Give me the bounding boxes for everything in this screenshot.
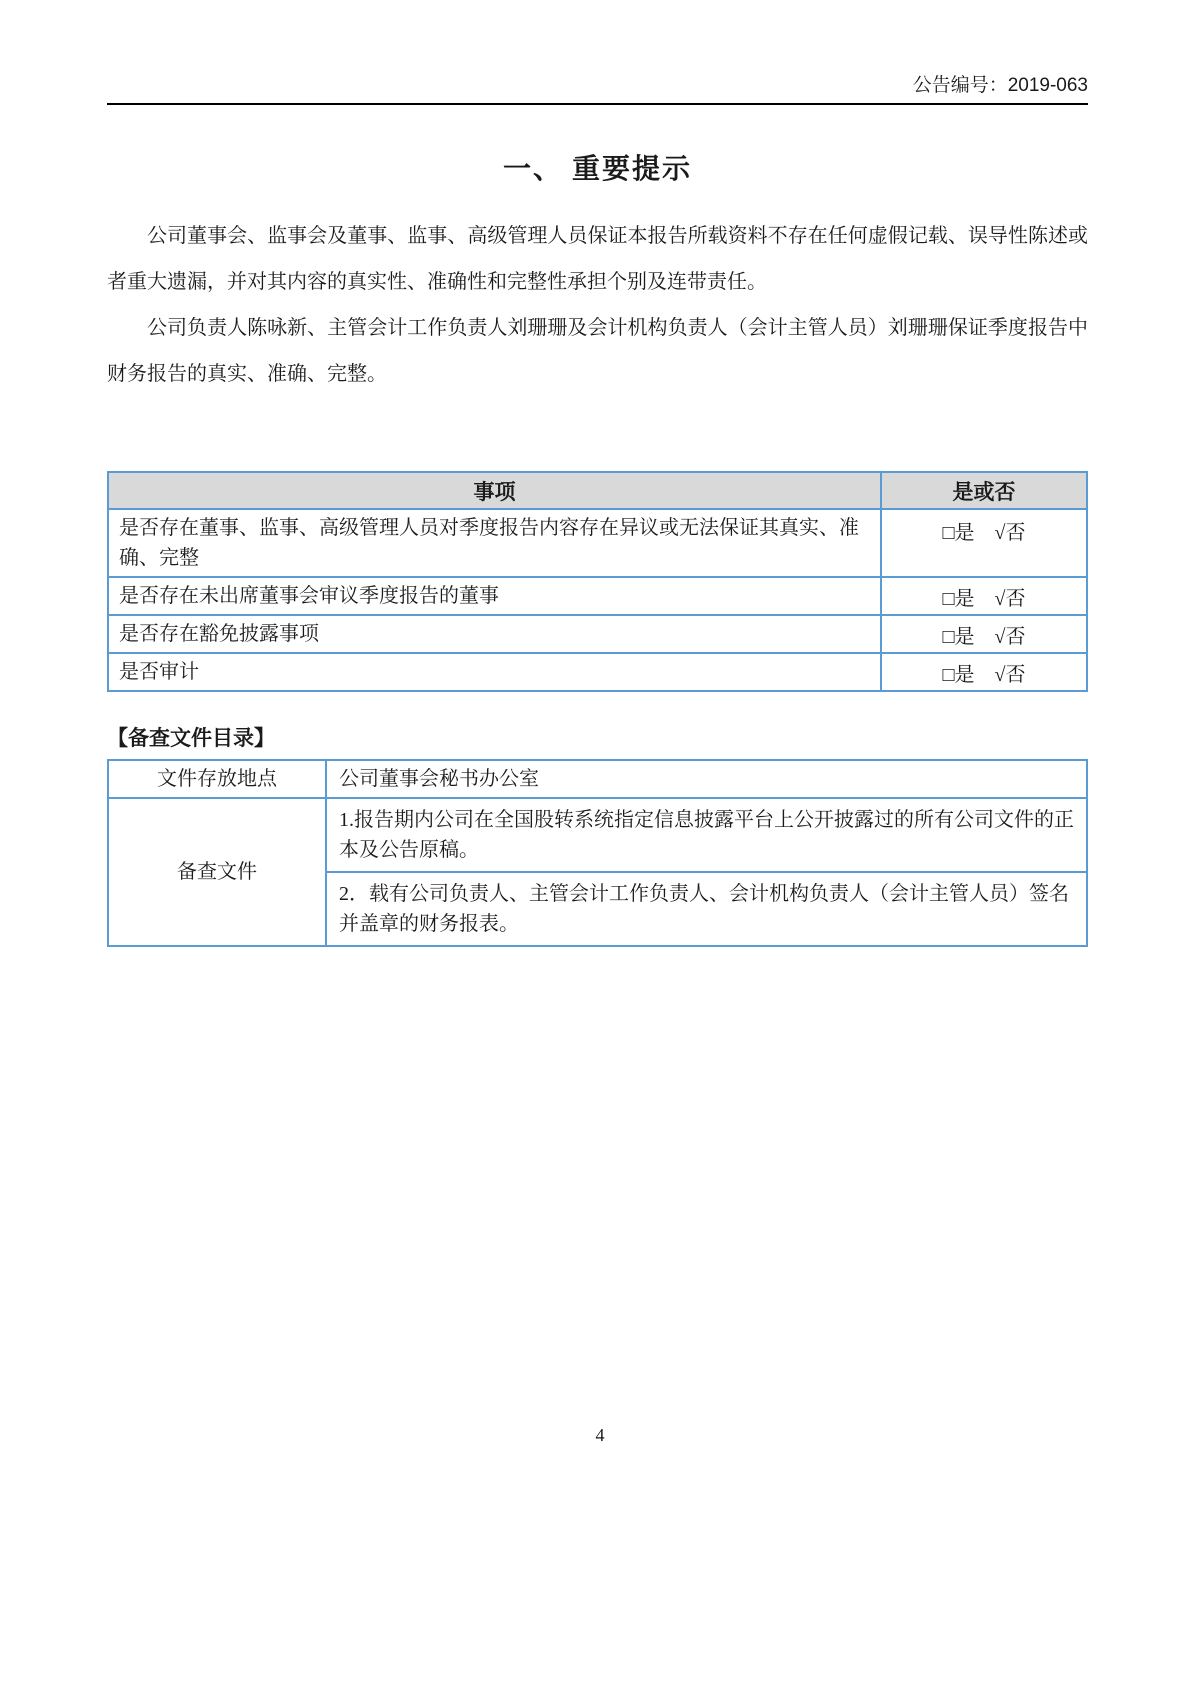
table-row	[108, 509, 1087, 577]
table-row	[108, 615, 1087, 653]
matter-answer	[881, 653, 1087, 691]
announcement-number: 公告编号：2019-063	[912, 75, 1088, 96]
paragraph-responsible-persons: 公司负责人陈咏新、主管会计工作负责人刘珊珊及会计机构负责人（会计主管人员）刘珊珊保证季度报告中财务报告的真实、准确、完整。	[107, 317, 1088, 385]
doc-item-signed-statements: 2．载有公司负责人、主管会计工作负责人、会计机构负责人（会计主管人员）签名并盖章的财务报表。	[326, 872, 1087, 946]
checkmark-no-checked: √否	[994, 522, 1026, 544]
matters-header-row	[108, 472, 1087, 509]
checkbox-yes-unchecked: □是	[942, 663, 975, 686]
paragraph-board-guarantee: 公司董事会、监事会及董事、监事、高级管理人员保证本报告所载资料不存在任何虚假记载、误导性陈述或者重大遗漏，并对其内容的真实性、准确性和完整性承担个别及连带责任。	[107, 225, 1088, 293]
location-label: 文件存放地点	[108, 760, 326, 798]
checkmark-no-checked: √否	[994, 587, 1026, 610]
matter-item-absent-directors: 是否存在未出席董事会审议季度报告的董事	[108, 577, 881, 615]
documents-catalog-heading: 【备查文件目录】	[107, 726, 275, 750]
documents-table	[107, 759, 1088, 947]
table-row	[108, 653, 1087, 691]
matters-header-yesno: 是或否	[881, 472, 1087, 509]
docs-label: 备查文件	[108, 798, 326, 946]
table-row	[108, 577, 1087, 615]
checkmark-no-checked: √否	[994, 625, 1026, 648]
location-value: 公司董事会秘书办公室	[326, 760, 1087, 798]
matter-item-objection: 是否存在董事、监事、高级管理人员对季度报告内容存在异议或无法保证其真实、准确、完整	[108, 509, 881, 577]
doc-item-disclosed-files: 1.报告期内公司在全国股转系统指定信息披露平台上公开披露过的所有公司文件的正本及公告原稿。	[326, 798, 1087, 872]
table-row	[108, 760, 1087, 798]
checkbox-yes-unchecked: □是	[942, 625, 975, 648]
matter-item-audited: 是否审计	[108, 653, 881, 691]
matter-answer	[881, 577, 1087, 615]
matters-header-item: 事项	[108, 472, 881, 509]
table-row	[108, 798, 1087, 872]
matter-answer	[881, 509, 1087, 577]
matter-item-exemption: 是否存在豁免披露事项	[108, 615, 881, 653]
page-number: 4	[595, 1425, 605, 1445]
checkbox-yes-unchecked: □是	[942, 522, 975, 544]
checkbox-yes-unchecked: □是	[942, 587, 975, 610]
section-title: 一、 重要提示	[502, 154, 692, 185]
page-header	[107, 70, 1088, 105]
matter-answer	[881, 615, 1087, 653]
matters-table	[107, 471, 1088, 692]
checkmark-no-checked: √否	[994, 663, 1026, 686]
